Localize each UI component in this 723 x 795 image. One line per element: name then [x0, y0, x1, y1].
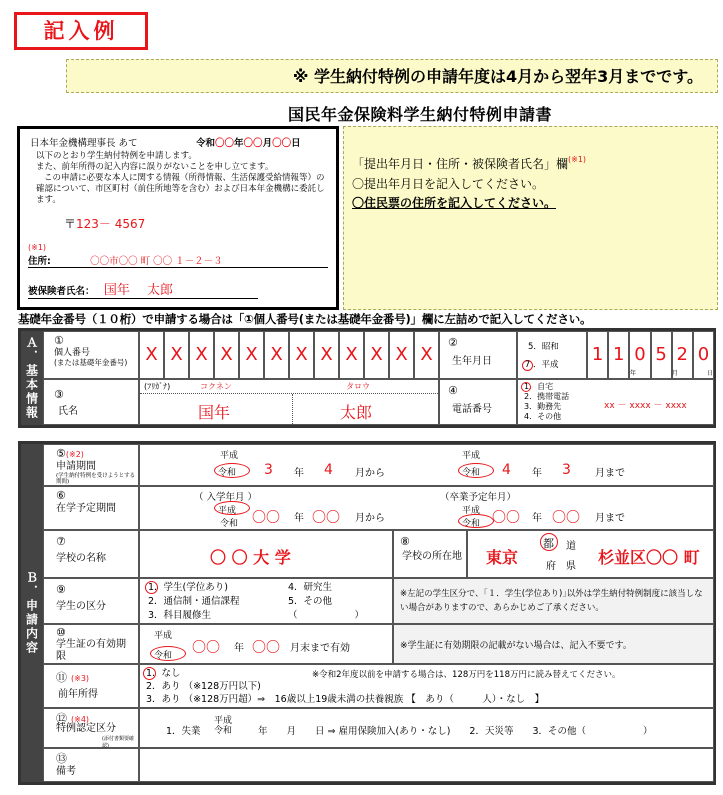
decl-line-2: また、前年所得の記入内容に誤りがないことを申し立てます。 [36, 162, 274, 172]
remarks-field[interactable] [139, 748, 714, 782]
application-period-field[interactable]: 平成 令和 3 年 4 月から 平成 令和 4 年 3 月まで [139, 444, 714, 486]
enrollment-period-field[interactable]: （ 入学年月 ） 平成 令和 〇〇 年 〇〇 月から （卒業予定年月） 平成 令和 〇〇 年 〇〇 月まで [139, 486, 714, 530]
postal-code[interactable]: 〒123－ 4567 [64, 217, 146, 231]
category-note: ※左記の学生区分で、｢１．学生(学位あり)｣以外は学生納付特例制度に該当しない場合がありますので、あらかじめご了承ください。 [400, 589, 703, 613]
declaration-box [17, 126, 339, 310]
student-category-label: 学生の区分 [56, 601, 106, 612]
decl-line-3: この申請に必要な本人に関する情報（所得情報、生活保護受給情報等）の確認について、市区町村（前住所地等を含む）および日本年金機構に委託します。 [36, 173, 325, 205]
period-label: 申請期間 [56, 461, 96, 472]
addressee: 日本年金機構理事長 あて [30, 138, 138, 149]
special-category-field[interactable]: 1．失業 平成 令和 年 月 日 ⇒ 雇用保険加入(あり・なし) 2．天災等 3．その他（ ） [139, 708, 714, 748]
guide-heading-ref: (※1) [568, 155, 587, 164]
remarks-label: 備考 [56, 766, 76, 777]
student-id-expiry-label: 学生証の有効期限 [56, 639, 126, 662]
personal-number-field[interactable]: X X X X X X X X X X X X [139, 331, 439, 379]
era-select[interactable]: 5．昭和 7 ．平成 [517, 331, 587, 379]
section-a-instruction: 基礎年金番号（１０桁）で申請する場合は「①個人番号(または基礎年金番号)」欄に左詰めで記入してください。 [18, 312, 592, 326]
school-name-field[interactable]: 〇 〇 大 学 [139, 530, 393, 578]
note-ref-1: (※1) [28, 243, 47, 252]
name-field[interactable]: (ﾌﾘｶﾞﾅ) コクネン タロウ 国年 太郎 [139, 379, 439, 425]
section-b: Ｂ．申請内容 ⑤(※2) 申請期間 (学生納付特例を受けようとする期間) 平成 令和 3 年 4 月から 平成 令和 4 年 3 月まで ⑥ 在学予定期間 （ 入学年月 ） 平成 令和 〇〇 年 〇〇 月から （卒業予定年月） 平成 令和 〇〇 年 〇〇 月まで ⑦ 学校の名称 〇 〇 大 学 ⑧ 学校の所在地 東京 都 道 府 県 杉並区〇〇 町 ⑨ 学生の区分 1．学生(学位あり) 2．通信制・通信課程 3．科目履修生 4．研究生 5．その他 （ ） ※左記の学生区分で、｢１．学生(学位あり)｣以外は学生納付特例制度に該当しない場合がありますので、あらかじめご了承ください。 ⑩ 学生証の有効期限 平成 令和 〇〇 年 〇〇 月末まで有効 ※学生証に有効期限の記載がない場合は、記入不要です。 ⑪ (※3) 前年所得 1．なし 2．あり （※128万円以下) 3．あり （※128万円超）⇒ 16歳以上19歳未満の扶養親族 【 あり（ 人）・なし 】 ※令和2年度以前を申請する場合は、128万円を118万円に読み替えてください。 ⑫ (※4) 特例認定区分 (添付書類要確認) 1．失業 平成 令和 年 月 日 ⇒ 雇用保険加入(あり・なし) 2．天災等 3．その他（ ） ⑬ 備考 [18, 441, 716, 785]
expiry-note: ※学生証に有効期限の記載がない場合は、記入不要です。 [400, 641, 632, 651]
section-a-label: Ａ．基本情報 [21, 331, 43, 425]
guide-box [343, 126, 718, 310]
enrollment-label: 在学予定期間 [56, 503, 116, 514]
student-category-field[interactable]: 1．学生(学位あり) 2．通信制・通信課程 3．科目履修生 4．研究生 5．その他 （ ） [139, 578, 393, 624]
guide-heading: 「提出年月日・住所・被保険者氏名」欄 [352, 157, 569, 171]
school-address-field[interactable]: 東京 都 道 府 県 杉並区〇〇 町 [467, 530, 714, 578]
guide-item-2: 〇住民票の住所を記入してください。 [352, 196, 557, 210]
name-label: 氏名 [58, 406, 78, 417]
address-field[interactable]: 住所: 〇〇市〇〇 町 〇〇 １－２－３ [28, 253, 328, 268]
insured-name-field[interactable]: 被保険者氏名： 国年 太郎 [28, 279, 258, 299]
sample-label: 記入例 [14, 12, 148, 50]
decl-line-1: 以下のとおり学生納付特例を申請します。 [36, 151, 197, 161]
school-name-label: 学校の名称 [56, 553, 106, 564]
submit-date[interactable]: 令和〇〇年〇〇月〇〇日 [196, 138, 301, 149]
phone-label: 電話番号 [452, 404, 492, 415]
income-note: ※令和2年度以前を申請する場合は、128万円を118万円に読み替えてください。 [312, 670, 621, 680]
special-category-label: 特例認定区分 [56, 723, 116, 734]
income-field[interactable]: 1．なし 2．あり （※128万円以下) 3．あり （※128万円超）⇒ 16歳以上19歳未満の扶養親族 【 あり（ 人）・なし 】 ※令和2年度以前を申請する場合は、128万円を118万円に読み替えてください。 [139, 664, 714, 708]
section-a: Ａ．基本情報 ① 個人番号 (または基礎年金番号) X X X X X X X X X X X X ② 生年月日 5．昭和 7 ．平成 1 1 0 5 2 0 年 月 日 ③ 氏名 (ﾌﾘｶﾞﾅ) コクネン タロウ 国年 太郎 ④ 電話番号 1．自宅 2．携帯電話 3．勤務先 4．その他 xx － xxxx － xxxx [18, 328, 716, 428]
personal-number-label: 個人番号 [54, 348, 91, 358]
form-title: 国民年金保険料学生納付特例申請書 [288, 105, 553, 124]
birthdate-field[interactable]: 1 1 0 5 2 0 [587, 331, 714, 379]
school-address-label: 学校の所在地 [402, 551, 462, 562]
notice-banner: ※ 学生納付特例の申請年度は4月から翌年3月までです。 [66, 59, 718, 93]
phone-field[interactable]: 1．自宅 2．携帯電話 3．勤務先 4．その他 xx － xxxx － xxxx [517, 379, 714, 425]
guide-item-1: 〇提出年月日を記入してください。 [352, 177, 545, 191]
income-label: 前年所得 [58, 689, 98, 700]
birthdate-label: 生年月日 [452, 356, 492, 367]
student-id-expiry-field[interactable]: 平成 令和 〇〇 年 〇〇 月末まで有効 [139, 624, 393, 664]
section-b-label: Ｂ．申請内容 [21, 444, 43, 782]
